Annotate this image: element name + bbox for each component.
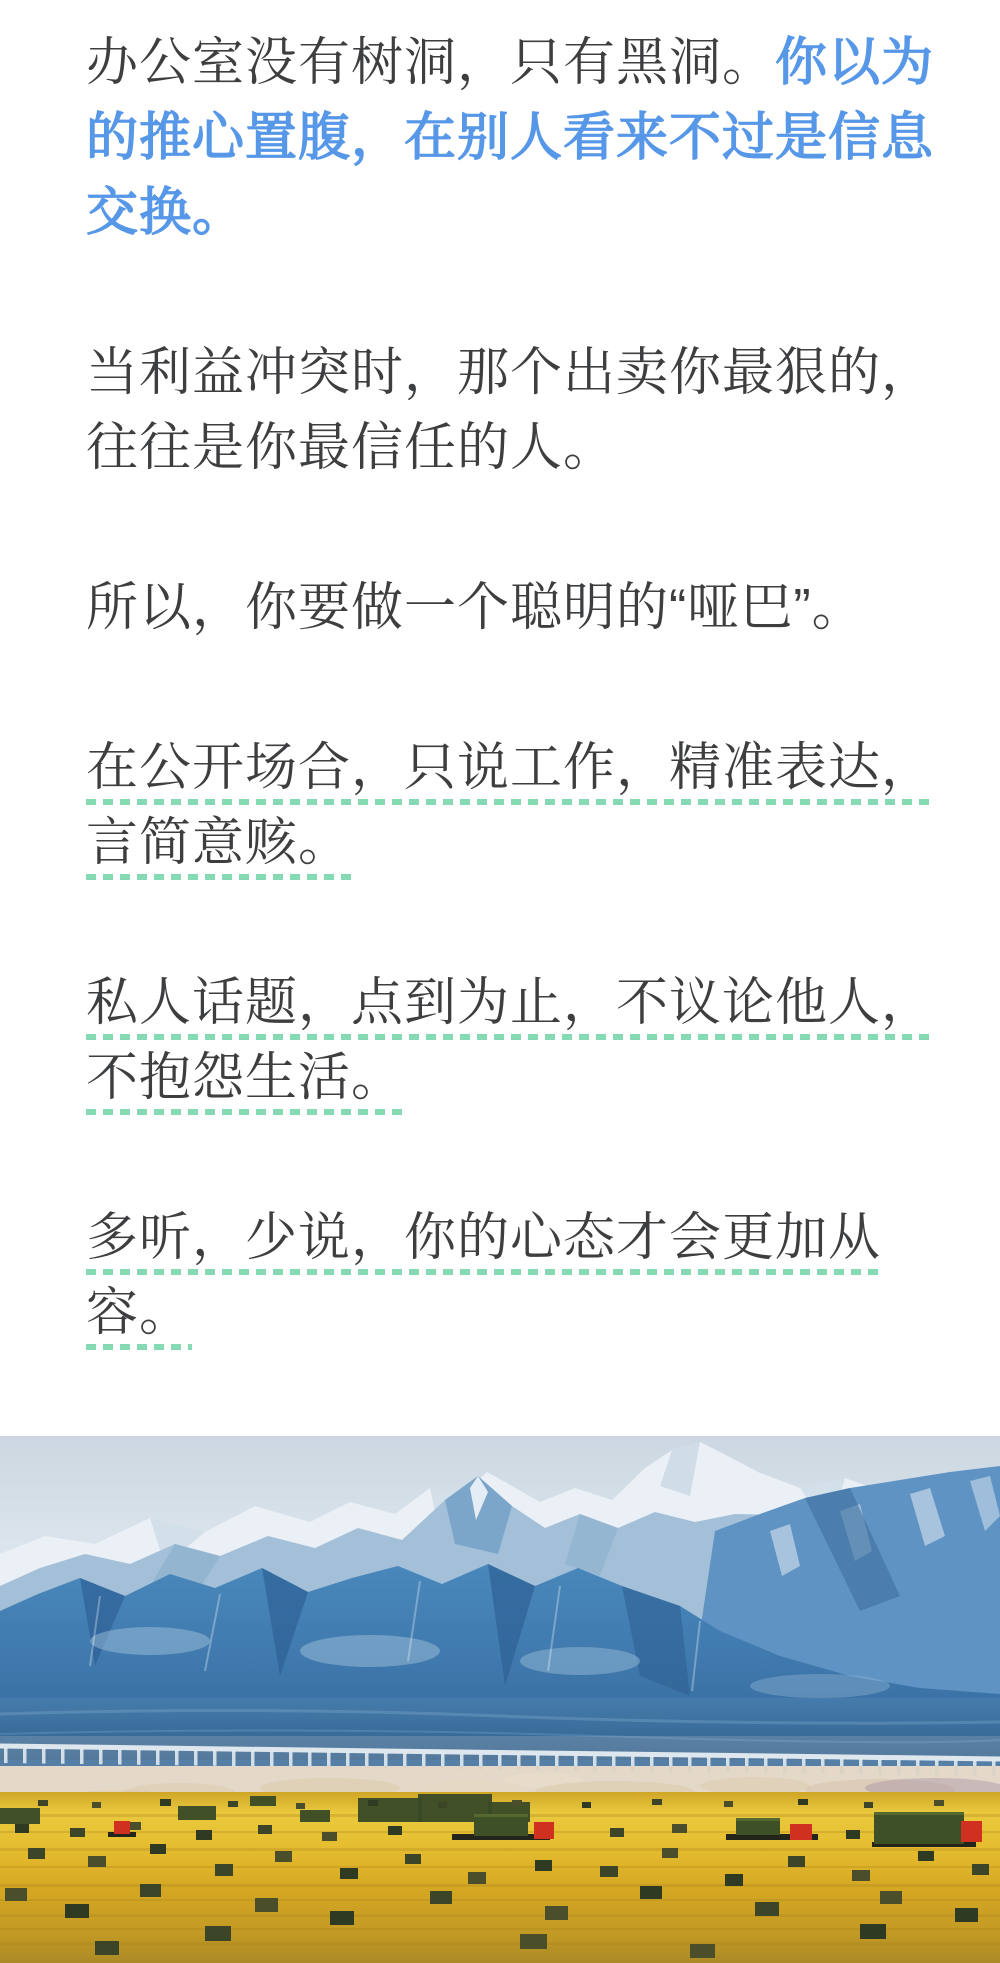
text-line <box>86 806 936 881</box>
highlighted-text: 你以为 <box>775 34 935 92</box>
text-segment: 容。 <box>86 1276 192 1351</box>
text-segment: 往往是你最信任的人。 <box>86 419 617 477</box>
text-segment: 办公室没有树洞，只有黑洞。 <box>86 34 776 92</box>
highlighted-text: 交换。 <box>86 184 246 242</box>
paragraph <box>86 571 936 646</box>
text-segment: 言简意赅。 <box>86 806 351 881</box>
landscape-photo <box>0 1436 1000 1963</box>
paragraph <box>86 26 936 251</box>
highlighted-text: 的推心置腹，在别人看来不过是信息 <box>86 109 935 167</box>
text-segment: 不抱怨生活。 <box>86 1041 404 1116</box>
text-line <box>86 1041 936 1116</box>
text-segment: 所以，你要做一个聪明的“哑巴”。 <box>86 579 865 637</box>
landscape-photo-svg <box>0 1436 1000 1963</box>
text-segment: 当利益冲突时，那个出卖你最狠的， <box>86 344 935 402</box>
text-line <box>86 1276 936 1351</box>
text-segment: 私人话题，点到为止，不议论他人， <box>86 966 934 1041</box>
paragraph <box>86 336 936 486</box>
text-line <box>86 176 936 251</box>
paragraph <box>86 966 936 1116</box>
text-line <box>86 731 936 806</box>
text-segment: 在公开场合，只说工作，精准表达， <box>86 731 934 806</box>
text-line <box>86 101 936 176</box>
paragraph <box>86 1201 936 1351</box>
text-line <box>86 411 936 486</box>
paragraph <box>86 731 936 881</box>
text-segment: 多听，少说，你的心态才会更加从 <box>86 1201 881 1276</box>
text-line <box>86 571 936 646</box>
text-line <box>86 26 936 101</box>
text-line <box>86 1201 936 1276</box>
text-line <box>86 966 936 1041</box>
text-line <box>86 336 936 411</box>
